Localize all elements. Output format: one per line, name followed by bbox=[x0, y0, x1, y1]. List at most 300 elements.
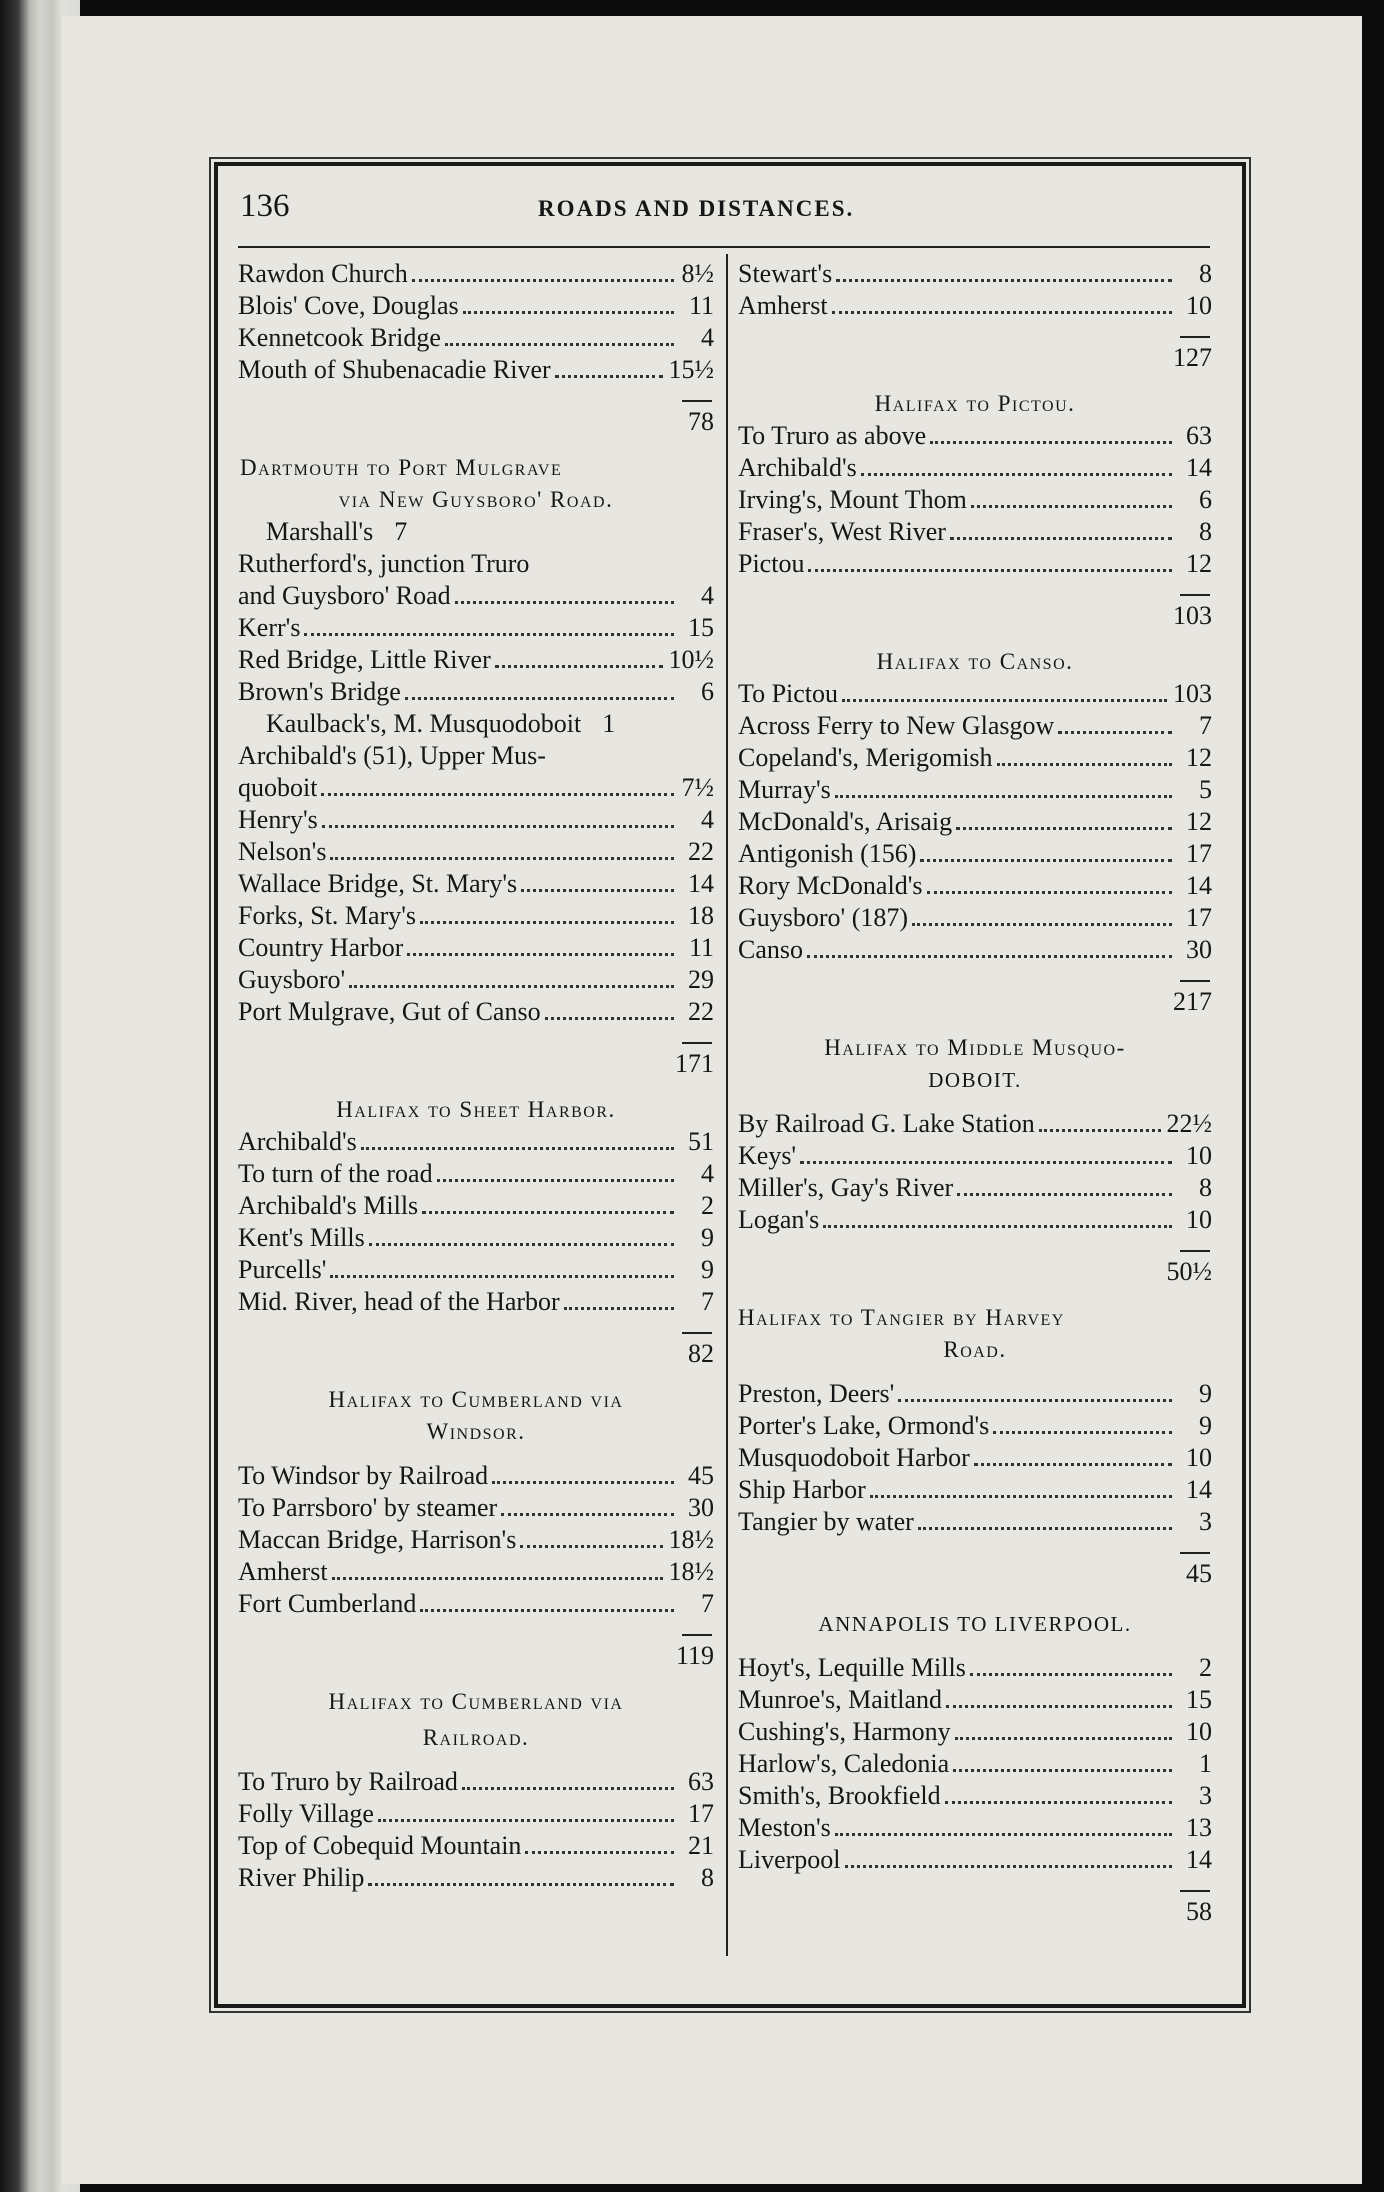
dot-leader bbox=[349, 985, 674, 988]
place-name: Archibald's bbox=[238, 1127, 357, 1156]
distance-value: 12 bbox=[1186, 743, 1212, 772]
dot-leader bbox=[564, 1307, 674, 1310]
route-row bbox=[738, 1684, 1212, 1716]
dot-leader bbox=[321, 793, 674, 796]
distance-value: 15½ bbox=[668, 355, 714, 384]
route-row bbox=[238, 772, 714, 804]
route-row bbox=[738, 1748, 1212, 1780]
dot-leader bbox=[545, 1017, 674, 1020]
distance-value: 4 bbox=[701, 581, 714, 610]
dot-leader bbox=[422, 1211, 674, 1214]
section-title: Halifax to Pictou. bbox=[874, 391, 1076, 416]
dot-leader bbox=[808, 569, 1172, 572]
dot-leader bbox=[330, 857, 674, 860]
distance-value: 10 bbox=[1186, 1205, 1212, 1234]
route-row bbox=[738, 1844, 1212, 1876]
dot-leader bbox=[405, 697, 674, 700]
distance-value: 5 bbox=[1199, 775, 1212, 804]
route-row bbox=[238, 868, 714, 900]
route-row bbox=[238, 1830, 714, 1862]
place-name: Amherst bbox=[738, 291, 828, 320]
place-name: Meston's bbox=[738, 1813, 831, 1842]
route-total: 78 bbox=[688, 407, 714, 436]
distance-value: 22½ bbox=[1166, 1109, 1212, 1138]
place-name: Kent's Mills bbox=[238, 1223, 365, 1252]
distance-value: 15 bbox=[688, 613, 714, 642]
place-name: To Windsor by Railroad bbox=[238, 1461, 489, 1490]
route-row bbox=[738, 1172, 1212, 1204]
distance-value: 103 bbox=[1173, 679, 1212, 708]
place-name: Mouth of Shubenacadie River bbox=[238, 355, 551, 384]
section-title: Halifax to Cumberland via bbox=[328, 1689, 624, 1714]
route-row bbox=[738, 870, 1212, 902]
dot-leader bbox=[332, 1577, 663, 1580]
place-name: quoboit bbox=[238, 773, 318, 802]
place-name: Copeland's, Merigomish bbox=[738, 743, 993, 772]
place-name: Archibald's Mills bbox=[238, 1191, 419, 1220]
route-table bbox=[738, 1108, 1212, 1236]
route-row bbox=[238, 1588, 714, 1620]
dot-leader bbox=[823, 1225, 1172, 1228]
route-row bbox=[238, 290, 714, 322]
dot-leader bbox=[945, 1801, 1172, 1804]
place-name: Harlow's, Caledonia bbox=[738, 1749, 950, 1778]
dot-leader bbox=[445, 343, 674, 346]
distance-value: 11 bbox=[688, 933, 714, 962]
distance-value: 9 bbox=[701, 1255, 714, 1284]
route-row bbox=[238, 580, 714, 612]
place-name: Fraser's, West River bbox=[738, 517, 946, 546]
distance-value: 21 bbox=[688, 1831, 714, 1860]
distance-value: 11 bbox=[688, 291, 714, 320]
route-row bbox=[238, 1254, 714, 1286]
place-name: To Pictou bbox=[738, 679, 839, 708]
route-table bbox=[738, 1652, 1212, 1876]
place-name: Canso bbox=[738, 935, 803, 964]
dot-leader bbox=[330, 1275, 674, 1278]
place-name: Guysboro' (187) bbox=[738, 903, 909, 932]
dot-leader bbox=[870, 1495, 1172, 1498]
distance-value: 3 bbox=[1199, 1781, 1212, 1810]
route-row bbox=[238, 258, 714, 290]
route-total: 45 bbox=[1186, 1559, 1212, 1588]
distance-value: 8½ bbox=[681, 259, 714, 288]
distance-value: 17 bbox=[1186, 839, 1212, 868]
dot-leader bbox=[420, 921, 674, 924]
route-row bbox=[238, 1798, 714, 1830]
distance-value: 14 bbox=[1186, 1845, 1212, 1874]
dot-leader bbox=[957, 1193, 1172, 1196]
dot-leader bbox=[970, 1673, 1172, 1676]
route-row bbox=[238, 1460, 714, 1492]
place-name: To Truro by Railroad bbox=[238, 1767, 458, 1796]
route-row bbox=[238, 708, 714, 740]
place-name: Ship Harbor bbox=[738, 1475, 866, 1504]
route-row bbox=[238, 1862, 714, 1894]
place-name: Guysboro' bbox=[238, 965, 346, 994]
route-row bbox=[738, 1378, 1212, 1410]
distance-value: 6 bbox=[1199, 485, 1212, 514]
route-row bbox=[738, 742, 1212, 774]
dot-leader bbox=[930, 441, 1172, 444]
distance-value: 17 bbox=[1186, 903, 1212, 932]
distance-value: 14 bbox=[1186, 453, 1212, 482]
dot-leader bbox=[836, 279, 1172, 282]
dot-leader bbox=[845, 1865, 1172, 1868]
route-row bbox=[238, 354, 714, 386]
distance-value: 4 bbox=[701, 323, 714, 352]
place-name: Preston, Deers' bbox=[738, 1379, 895, 1408]
distance-value: 10½ bbox=[668, 645, 714, 674]
dot-leader bbox=[835, 795, 1172, 798]
distance-value: 12 bbox=[1186, 807, 1212, 836]
route-table bbox=[238, 1460, 714, 1620]
dot-leader bbox=[369, 1243, 674, 1246]
dot-leader bbox=[555, 375, 663, 378]
place-name: Top of Cobequid Mountain bbox=[238, 1831, 522, 1860]
place-name: Musquodoboit Harbor bbox=[738, 1443, 970, 1472]
place-name: To Truro as above bbox=[738, 421, 927, 450]
distance-value: 18½ bbox=[668, 1525, 714, 1554]
dot-leader bbox=[361, 1147, 674, 1150]
section-title-line2: Windsor. bbox=[426, 1419, 526, 1444]
route-row bbox=[238, 1524, 714, 1556]
distance-value: 9 bbox=[701, 1223, 714, 1252]
route-table bbox=[738, 420, 1212, 580]
place-name: Kennetcook Bridge bbox=[238, 323, 441, 352]
route-row bbox=[738, 452, 1212, 484]
distance-value: 13 bbox=[1186, 1813, 1212, 1842]
dot-leader bbox=[807, 955, 1172, 958]
distance-value: 9 bbox=[1199, 1411, 1212, 1440]
route-row bbox=[738, 1716, 1212, 1748]
dot-leader bbox=[898, 1399, 1172, 1402]
dot-leader bbox=[437, 1179, 674, 1182]
distance-value: 18½ bbox=[668, 1557, 714, 1586]
place-name: Brown's Bridge bbox=[238, 677, 401, 706]
section-subtitle: via New Guysboro' Road. bbox=[338, 487, 614, 512]
dot-leader bbox=[1039, 1129, 1161, 1132]
distance-value: 7 bbox=[701, 1589, 714, 1618]
running-title: ROADS AND DISTANCES. bbox=[538, 196, 855, 221]
route-row bbox=[238, 996, 714, 1028]
route-row bbox=[738, 806, 1212, 838]
route-total: 217 bbox=[1173, 987, 1212, 1016]
route-row bbox=[738, 1474, 1212, 1506]
route-row bbox=[238, 900, 714, 932]
route-total: 50½ bbox=[1166, 1257, 1212, 1286]
place-name: Fort Cumberland bbox=[238, 1589, 417, 1618]
place-name: Logan's bbox=[738, 1205, 820, 1234]
place-name: By Railroad G. Lake Station bbox=[738, 1109, 1035, 1138]
distance-value: 10 bbox=[1186, 1141, 1212, 1170]
route-row bbox=[738, 1204, 1212, 1236]
route-row bbox=[238, 804, 714, 836]
place-name: McDonald's, Arisaig bbox=[738, 807, 953, 836]
route-row bbox=[238, 612, 714, 644]
place-name: Blois' Cove, Douglas bbox=[238, 291, 459, 320]
dot-leader bbox=[956, 827, 1172, 830]
place-name: To turn of the road bbox=[238, 1159, 433, 1188]
section-title-line2: Railroad. bbox=[422, 1725, 530, 1750]
dot-leader bbox=[407, 953, 674, 956]
place-name: Marshall's bbox=[266, 517, 374, 546]
route-row bbox=[238, 676, 714, 708]
place-name: Country Harbor bbox=[238, 933, 404, 962]
dot-leader bbox=[492, 1481, 674, 1484]
place-name: To Parrsboro' by steamer bbox=[238, 1493, 498, 1522]
distance-value: 22 bbox=[688, 997, 714, 1026]
place-name: Forks, St. Mary's bbox=[238, 901, 417, 930]
route-row bbox=[238, 644, 714, 676]
route-row bbox=[238, 964, 714, 996]
distance-value: 29 bbox=[688, 965, 714, 994]
header-rule bbox=[238, 246, 1210, 248]
place-name: Tangier by water bbox=[738, 1507, 914, 1536]
route-row bbox=[238, 1158, 714, 1190]
dot-leader bbox=[997, 763, 1172, 766]
route-row bbox=[738, 1812, 1212, 1844]
distance-value: 8 bbox=[1199, 517, 1212, 546]
place-name: Rory McDonald's bbox=[738, 871, 923, 900]
dot-leader bbox=[950, 537, 1172, 540]
route-row bbox=[238, 322, 714, 354]
route-row bbox=[738, 838, 1212, 870]
distance-value: 2 bbox=[1199, 1653, 1212, 1682]
route-table bbox=[738, 678, 1212, 966]
section-title-line2 bbox=[238, 484, 714, 516]
dot-leader bbox=[520, 1545, 662, 1548]
distance-value: 1 bbox=[602, 709, 616, 738]
route-table bbox=[738, 1378, 1212, 1538]
place-name: Rawdon Church bbox=[238, 259, 408, 288]
place-name: and Guysboro' Road bbox=[238, 581, 451, 610]
right-column bbox=[738, 258, 1212, 1932]
place-name: Miller's, Gay's River bbox=[738, 1173, 954, 1202]
distance-value: 45 bbox=[688, 1461, 714, 1490]
dot-leader bbox=[974, 1463, 1172, 1466]
place-name: Purcells' bbox=[238, 1255, 327, 1284]
place-name: Henry's bbox=[238, 805, 318, 834]
dot-leader bbox=[835, 1833, 1172, 1836]
route-total: 119 bbox=[675, 1641, 714, 1670]
route-row bbox=[238, 836, 714, 868]
dot-leader bbox=[1058, 731, 1172, 734]
section-title: Dartmouth to Port Mulgrave bbox=[240, 455, 563, 480]
dot-leader bbox=[832, 311, 1172, 314]
place-name: Hoyt's, Lequille Mills bbox=[738, 1653, 966, 1682]
dot-leader bbox=[920, 859, 1172, 862]
dot-leader bbox=[368, 1883, 674, 1886]
route-row bbox=[738, 420, 1212, 452]
route-table bbox=[238, 258, 714, 386]
column-divider bbox=[726, 254, 728, 1956]
distance-value: 30 bbox=[1186, 935, 1212, 964]
route-table bbox=[238, 1766, 714, 1894]
route-row bbox=[238, 1766, 714, 1798]
dot-leader bbox=[953, 1769, 1172, 1772]
route-row bbox=[738, 1780, 1212, 1812]
section-title: ANNAPOLIS TO LIVERPOOL. bbox=[818, 1612, 1132, 1636]
route-row bbox=[738, 1140, 1212, 1172]
route-row bbox=[738, 1442, 1212, 1474]
route-row bbox=[238, 1492, 714, 1524]
distance-value: 4 bbox=[701, 1159, 714, 1188]
dot-leader bbox=[842, 699, 1167, 702]
dot-leader bbox=[946, 1705, 1172, 1708]
dot-leader bbox=[322, 825, 674, 828]
dot-leader bbox=[463, 311, 674, 314]
route-table bbox=[238, 516, 714, 1028]
place-name: Wallace Bridge, St. Mary's bbox=[238, 869, 518, 898]
distance-value: 10 bbox=[1186, 291, 1212, 320]
dot-leader bbox=[455, 601, 674, 604]
dot-leader bbox=[993, 1431, 1172, 1434]
distance-value: 63 bbox=[688, 1767, 714, 1796]
dot-leader bbox=[927, 891, 1172, 894]
route-row bbox=[738, 774, 1212, 806]
place-name: Folly Village bbox=[238, 1799, 374, 1828]
route-row bbox=[738, 516, 1212, 548]
place-name: Antigonish (156) bbox=[738, 839, 917, 868]
distance-value: 3 bbox=[1199, 1507, 1212, 1536]
distance-value: 17 bbox=[688, 1799, 714, 1828]
route-row bbox=[738, 1410, 1212, 1442]
route-table bbox=[738, 258, 1212, 322]
place-name: Murray's bbox=[738, 775, 831, 804]
place-name: Smith's, Brookfield bbox=[738, 1781, 941, 1810]
distance-value: 1 bbox=[1199, 1749, 1212, 1778]
left-column bbox=[238, 258, 714, 1894]
place-name: Maccan Bridge, Harrison's bbox=[238, 1525, 517, 1554]
section-title: Halifax to Sheet Harbor. bbox=[336, 1097, 616, 1122]
route-row bbox=[738, 1108, 1212, 1140]
dot-leader bbox=[912, 923, 1172, 926]
place-name: Kerr's bbox=[238, 613, 301, 642]
dot-leader bbox=[971, 505, 1172, 508]
route-row bbox=[238, 1190, 714, 1222]
distance-value: 8 bbox=[1199, 1173, 1212, 1202]
route-row bbox=[738, 290, 1212, 322]
dot-leader bbox=[420, 1609, 674, 1612]
place-name: Amherst bbox=[238, 1557, 328, 1586]
route-row bbox=[238, 548, 714, 580]
place-name: Munroe's, Maitland bbox=[738, 1685, 942, 1714]
distance-value: 8 bbox=[1199, 259, 1212, 288]
distance-value: 10 bbox=[1186, 1717, 1212, 1746]
section-title-line2: DOBOIT. bbox=[928, 1068, 1022, 1092]
distance-value: 51 bbox=[688, 1127, 714, 1156]
dot-leader bbox=[501, 1513, 674, 1516]
distance-value: 12 bbox=[1186, 549, 1212, 578]
section-title: Halifax to Tangier by Harvey bbox=[738, 1305, 1065, 1330]
route-table bbox=[238, 1126, 714, 1318]
section-title: Halifax to Canso. bbox=[876, 649, 1074, 674]
distance-value: 10 bbox=[1186, 1443, 1212, 1472]
distance-value: 14 bbox=[688, 869, 714, 898]
dot-leader bbox=[525, 1851, 674, 1854]
route-row bbox=[738, 902, 1212, 934]
route-total: 82 bbox=[688, 1339, 714, 1368]
dot-leader bbox=[378, 1819, 674, 1822]
route-row bbox=[738, 258, 1212, 290]
place-name: River Philip bbox=[238, 1863, 365, 1892]
distance-value: 9 bbox=[1199, 1379, 1212, 1408]
route-total: 171 bbox=[675, 1049, 714, 1078]
distance-value: 7 bbox=[701, 1287, 714, 1316]
route-row bbox=[238, 1556, 714, 1588]
page-header bbox=[238, 184, 1214, 234]
place-name: Red Bridge, Little River bbox=[238, 645, 491, 674]
route-row bbox=[738, 1652, 1212, 1684]
distance-value: 6 bbox=[701, 677, 714, 706]
place-name: Across Ferry to New Glasgow bbox=[738, 711, 1055, 740]
place-name: Porter's Lake, Ormond's bbox=[738, 1411, 990, 1440]
route-total: 127 bbox=[1173, 343, 1212, 372]
section-title: Halifax to Middle Musquo- bbox=[824, 1035, 1126, 1060]
route-row bbox=[738, 710, 1212, 742]
place-name: Cushing's, Harmony bbox=[738, 1717, 951, 1746]
place-name: Nelson's bbox=[238, 837, 327, 866]
dot-leader bbox=[955, 1737, 1172, 1740]
place-name: Archibald's (51), Upper Mus- bbox=[238, 741, 546, 770]
route-row bbox=[738, 678, 1212, 710]
distance-value: 8 bbox=[701, 1863, 714, 1892]
page-number: 136 bbox=[240, 188, 290, 224]
distance-value: 30 bbox=[688, 1493, 714, 1522]
route-row bbox=[738, 934, 1212, 966]
distance-value: 4 bbox=[701, 805, 714, 834]
distance-value: 63 bbox=[1186, 421, 1212, 450]
route-row bbox=[238, 740, 714, 772]
dot-leader bbox=[800, 1161, 1172, 1164]
route-row bbox=[738, 548, 1212, 580]
distance-value: 7½ bbox=[681, 773, 714, 802]
dot-leader bbox=[462, 1787, 674, 1790]
place-name: Kaulback's, M. Musquodoboit bbox=[266, 709, 582, 738]
route-row bbox=[738, 1506, 1212, 1538]
place-name: Pictou bbox=[738, 549, 805, 578]
dot-leader bbox=[412, 279, 674, 282]
route-row bbox=[238, 516, 714, 548]
dot-leader bbox=[304, 633, 674, 636]
dot-leader bbox=[918, 1527, 1172, 1530]
route-row bbox=[238, 932, 714, 964]
place-name: Rutherford's, junction Truro bbox=[238, 549, 530, 578]
place-name: Irving's, Mount Thom bbox=[738, 485, 967, 514]
route-row bbox=[238, 1222, 714, 1254]
route-row bbox=[738, 484, 1212, 516]
place-name: Keys' bbox=[738, 1141, 797, 1170]
section-title-line2: Road. bbox=[943, 1337, 1007, 1362]
dot-leader bbox=[861, 473, 1172, 476]
route-row bbox=[238, 1126, 714, 1158]
distance-value: 22 bbox=[688, 837, 714, 866]
distance-value: 18 bbox=[688, 901, 714, 930]
place-name: Archibald's bbox=[738, 453, 857, 482]
section-title: Halifax to Cumberland via bbox=[328, 1387, 624, 1412]
dot-leader bbox=[521, 889, 674, 892]
dot-leader bbox=[495, 665, 663, 668]
route-total: 103 bbox=[1173, 601, 1212, 630]
place-name: Liverpool bbox=[738, 1845, 841, 1874]
distance-value: 14 bbox=[1186, 871, 1212, 900]
place-name: Mid. River, head of the Harbor bbox=[238, 1287, 560, 1316]
distance-value: 7 bbox=[1199, 711, 1212, 740]
distance-value: 7 bbox=[394, 517, 408, 546]
distance-value: 2 bbox=[701, 1191, 714, 1220]
route-row bbox=[238, 1286, 714, 1318]
